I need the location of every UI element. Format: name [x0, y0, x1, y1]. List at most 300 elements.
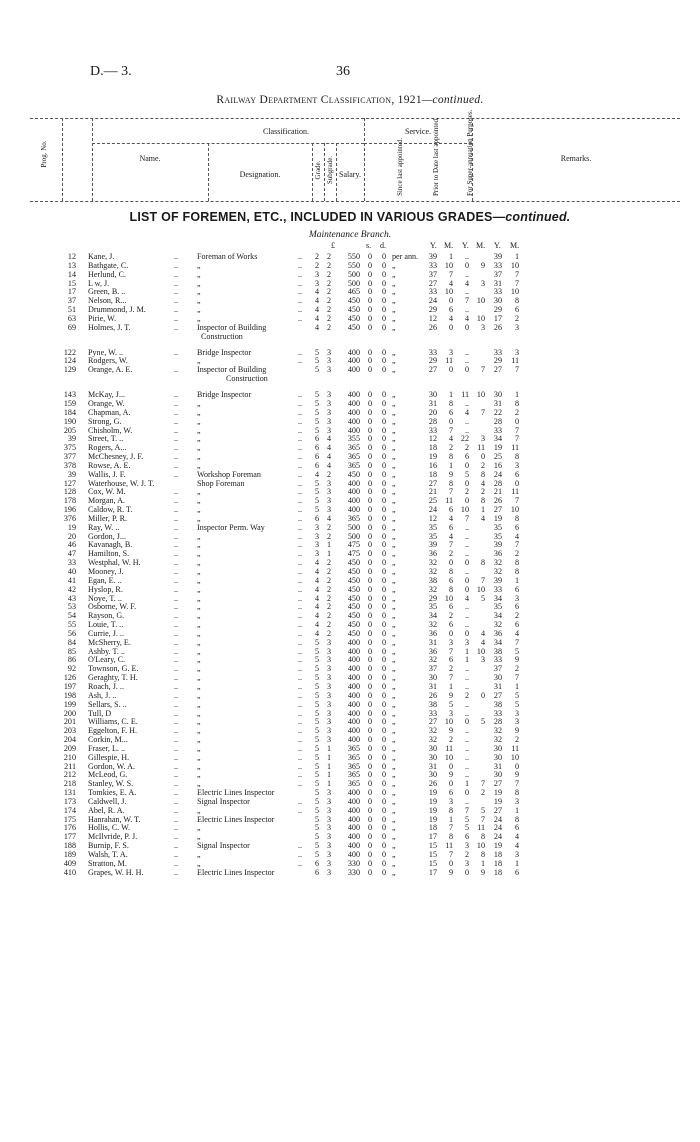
cell-prior-months: 11 [477, 443, 485, 453]
cell-subgrade: 3 [326, 487, 332, 497]
cell-salary-pounds: 365 [347, 752, 360, 762]
cell-name: Rodgers, W. [88, 356, 128, 366]
cell-since-last-years: 36 [428, 549, 437, 559]
cell-superannuation-months: 8 [514, 788, 519, 798]
cell-salary-shillings: 0 [367, 673, 373, 683]
cell-designation: „ [197, 584, 201, 594]
cell-superannuation-years: 17 [493, 313, 502, 323]
cell-prog-no: 54 [67, 611, 76, 621]
cell-superannuation-years: 39 [493, 540, 502, 550]
cell-salary-pounds: 550 [347, 252, 360, 261]
cell-per-annum: „ [392, 296, 396, 306]
cell-prior-months: 0 [480, 452, 485, 462]
cell-since-last-months: 11 [445, 841, 453, 851]
cell-superannuation-months: 6 [514, 305, 519, 315]
header-since-last: Since last appointed. [396, 137, 404, 196]
cell-since-last-months: 8 [448, 832, 453, 842]
cell-prior-months: 5 [480, 717, 485, 727]
cell-per-annum: „ [392, 673, 396, 683]
header-rule-bottom [30, 201, 680, 202]
cell-since-last-months: 7 [448, 269, 453, 279]
cell-designation: „ [197, 296, 201, 306]
cell-per-annum: „ [392, 752, 396, 762]
cell-salary-pence: 0 [381, 269, 387, 279]
cell-salary-pounds: 400 [347, 708, 360, 718]
table-row [0, 841, 700, 850]
cell-name: Abel, R. A. [88, 805, 125, 815]
cell-prior-years: 0 [464, 575, 469, 585]
cell-leader: .. [174, 823, 179, 833]
cell-subgrade: 3 [326, 690, 332, 700]
cell-prior-years: 2 [464, 443, 469, 453]
table-row [0, 549, 700, 558]
cell-superannuation-months: 6 [514, 620, 519, 630]
cell-prior-years: 11 [461, 390, 469, 400]
cell-subgrade: 2 [326, 558, 332, 568]
cell-subgrade: 3 [326, 356, 332, 366]
cell-since-last-months: 6 [448, 620, 453, 630]
cell-since-last-years: 15 [428, 841, 437, 851]
cell-leader: .. [298, 575, 303, 585]
cell-since-last-months: 0 [448, 416, 453, 426]
cell-superannuation-months: 8 [514, 513, 519, 523]
cell-designation: „ [197, 269, 201, 279]
cell-salary-pounds: 450 [347, 322, 360, 332]
cell-salary-pence: 0 [381, 365, 387, 375]
cell-superannuation-years: 36 [493, 628, 502, 638]
table-row [0, 399, 700, 408]
cell-designation: Bridge Inspector [197, 390, 252, 400]
cell-leader: .. [174, 513, 179, 523]
cell-name: Herlund, C. [88, 269, 126, 279]
cell-grade: 5 [314, 496, 320, 506]
cell-prog-no: 378 [63, 460, 76, 470]
cell-superannuation-months: 7 [514, 779, 519, 789]
table-row [0, 567, 700, 576]
cell-salary-pounds: 400 [347, 788, 360, 798]
cell-name: Stanley, W. S. [88, 779, 134, 789]
section-title [0, 210, 700, 224]
cell-grade: 5 [314, 717, 320, 727]
cell-subgrade: 3 [326, 664, 332, 674]
cell-since-last-years: 36 [428, 646, 437, 656]
cell-salary-pence: 0 [381, 637, 387, 647]
cell-subgrade: 3 [326, 681, 332, 691]
cell-superannuation-months: 6 [514, 469, 519, 479]
cell-salary-pounds: 500 [347, 531, 360, 541]
cell-superannuation-years: 19 [493, 788, 502, 798]
cell-leader: .. [298, 593, 303, 603]
cell-prior-months: 10 [476, 296, 485, 306]
cell-salary-pence: 0 [381, 628, 387, 638]
cell-subgrade: 3 [326, 655, 332, 665]
cell-since-last-months: 0 [448, 558, 453, 568]
cell-salary-shillings: 0 [367, 478, 373, 488]
cell-per-annum: „ [392, 365, 396, 375]
cell-prog-no: 203 [63, 726, 76, 736]
header-divider [324, 143, 325, 201]
cell-per-annum: „ [392, 850, 396, 859]
unit-months: M. [476, 241, 486, 250]
table-row [0, 753, 700, 762]
cell-grade: 6 [314, 858, 320, 868]
cell-prior-months: 10 [476, 313, 485, 323]
cell-leader: .. [298, 779, 303, 789]
cell-prior-months: 7 [480, 407, 485, 417]
cell-since-last-years: 12 [428, 434, 437, 444]
cell-salary-shillings: 0 [367, 637, 373, 647]
cell-since-last-months: 0 [448, 322, 453, 332]
cell-leader: .. [298, 347, 303, 357]
cell-since-last-months: 8 [448, 567, 453, 576]
cell-salary-pounds: 400 [347, 699, 360, 709]
table-row [0, 252, 700, 261]
cell-prior-years: .. [464, 699, 469, 709]
cell-salary-pounds: 400 [347, 356, 360, 366]
cell-prog-no: 20 [67, 531, 76, 541]
cell-leader: .. [174, 796, 179, 806]
table-row [0, 558, 700, 567]
cell-superannuation-years: 24 [493, 823, 502, 833]
cell-subgrade: 3 [326, 708, 332, 718]
table-row [0, 514, 700, 523]
cell-salary-shillings: 0 [367, 322, 373, 332]
cell-superannuation-months: 10 [510, 505, 519, 515]
cell-since-last-months: 1 [448, 681, 453, 691]
cell-superannuation-months: 6 [514, 602, 519, 612]
cell-salary-pence: 0 [381, 717, 387, 727]
cell-since-last-months: 6 [448, 575, 453, 585]
cell-salary-pounds: 400 [347, 805, 360, 815]
cell-designation: „ [197, 593, 201, 603]
cell-per-annum: „ [392, 690, 396, 700]
cell-prior-years: .. [464, 305, 469, 315]
cell-prior-months: 8 [480, 469, 485, 479]
cell-superannuation-months: 6 [514, 522, 519, 532]
cell-name: Rogers, A... [88, 443, 127, 453]
cell-superannuation-years: 19 [493, 796, 502, 806]
cell-prior-months: 4 [480, 478, 485, 488]
cell-leader: .. [174, 287, 179, 297]
cell-salary-pence: 0 [381, 305, 387, 315]
cell-salary-shillings: 0 [367, 726, 373, 736]
cell-since-last-years: 35 [428, 522, 437, 532]
cell-since-last-years: 17 [428, 832, 437, 842]
cell-leader: .. [174, 416, 179, 426]
cell-name: McChesney, J. F. [88, 452, 144, 462]
cell-superannuation-years: 30 [493, 296, 502, 306]
cell-per-annum: „ [392, 260, 396, 270]
cell-salary-shillings: 0 [367, 664, 373, 674]
cell-prog-no: 63 [67, 313, 76, 323]
table-row [0, 744, 700, 753]
cell-leader: .. [298, 487, 303, 497]
cell-salary-pounds: 475 [347, 549, 360, 559]
cell-since-last-months: 6 [448, 505, 453, 515]
cell-name: Street, T. .. [88, 434, 124, 444]
running-title [0, 94, 700, 106]
cell-salary-pence: 0 [381, 558, 387, 568]
cell-prog-no: 53 [67, 602, 76, 612]
cell-since-last-months: 8 [448, 584, 453, 594]
cell-superannuation-months: 10 [510, 752, 519, 762]
cell-leader: .. [298, 681, 303, 691]
cell-prior-years: 6 [464, 452, 469, 462]
cell-salary-shillings: 0 [367, 655, 373, 665]
cell-name: Miller, P. R. [88, 513, 128, 523]
cell-salary-pence: 0 [381, 296, 387, 306]
cell-since-last-months: 11 [445, 496, 453, 506]
cell-prog-no: 209 [63, 743, 76, 753]
cell-since-last-years: 31 [428, 681, 437, 691]
cell-leader: .. [174, 788, 179, 798]
cell-superannuation-years: 34 [493, 611, 502, 621]
cell-prog-no: 410 [63, 867, 76, 877]
cell-grade: 3 [314, 531, 320, 541]
cell-since-last-months: 8 [448, 805, 453, 815]
cell-per-annum: „ [392, 478, 396, 488]
cell-leader: .. [174, 646, 179, 656]
cell-prog-no: 84 [67, 637, 76, 647]
cell-per-annum: „ [392, 602, 396, 612]
cell-subgrade: 3 [326, 796, 332, 806]
cell-superannuation-months: 1 [514, 252, 519, 261]
cell-salary-pence: 0 [381, 469, 387, 479]
cell-leader: .. [298, 425, 303, 435]
table-row [0, 602, 700, 611]
cell-salary-pence: 0 [381, 620, 387, 630]
cell-per-annum: „ [392, 522, 396, 532]
cell-grade: 2 [314, 260, 320, 270]
cell-per-annum: „ [392, 699, 396, 709]
cell-leader: .. [298, 770, 303, 780]
cell-leader: .. [174, 708, 179, 718]
cell-grade: 4 [314, 567, 320, 576]
header-classification: Classification. [263, 127, 309, 136]
cell-name: Gillespie, H. [88, 752, 130, 762]
cell-salary-shillings: 0 [367, 287, 373, 297]
cell-prog-no: 190 [63, 416, 76, 426]
cell-prog-no: 40 [67, 567, 76, 576]
cell-salary-pounds: 450 [347, 620, 360, 630]
cell-superannuation-years: 27 [493, 805, 502, 815]
cell-since-last-months: 11 [445, 743, 453, 753]
cell-since-last-months: 4 [448, 531, 453, 541]
cell-subgrade: 4 [326, 443, 332, 453]
cell-prog-no: 205 [63, 425, 76, 435]
table-row [0, 594, 700, 603]
table-row [0, 585, 700, 594]
cell-leader: .. [174, 296, 179, 306]
cell-since-last-months: 5 [448, 699, 453, 709]
cell-leader: .. [174, 365, 179, 375]
cell-salary-pence: 0 [381, 593, 387, 603]
cell-since-last-years: 32 [428, 655, 437, 665]
cell-salary-pence: 0 [381, 832, 387, 842]
table-row [0, 691, 700, 700]
cell-grade: 5 [314, 398, 320, 408]
cell-since-last-months: 1 [448, 460, 453, 470]
cell-superannuation-months: 11 [511, 443, 519, 453]
cell-subgrade: 2 [326, 522, 332, 532]
cell-leader: .. [298, 673, 303, 683]
cell-since-last-years: 18 [428, 823, 437, 833]
cell-leader: .. [298, 690, 303, 700]
cell-subgrade: 3 [326, 347, 332, 357]
cell-prior-months: 0 [480, 690, 485, 700]
cell-grade: 4 [314, 593, 320, 603]
cell-grade: 5 [314, 646, 320, 656]
cell-salary-pence: 0 [381, 452, 387, 462]
cell-leader: .. [174, 540, 179, 550]
cell-salary-shillings: 0 [367, 531, 373, 541]
cell-salary-pounds: 450 [347, 593, 360, 603]
cell-prior-years: 1 [464, 646, 469, 656]
cell-prior-years: 0 [464, 460, 469, 470]
cell-since-last-months: 0 [448, 858, 453, 868]
cell-designation: „ [197, 278, 201, 288]
cell-salary-pounds: 400 [347, 390, 360, 400]
cell-designation: „ [197, 549, 201, 559]
cell-salary-pence: 0 [381, 770, 387, 780]
cell-salary-pounds: 400 [347, 850, 360, 859]
cell-leader: .. [174, 681, 179, 691]
cell-subgrade: 3 [326, 365, 332, 375]
cell-salary-pounds: 365 [347, 743, 360, 753]
cell-prog-no: 19 [67, 522, 76, 532]
cell-since-last-years: 21 [428, 487, 437, 497]
cell-salary-shillings: 0 [367, 365, 373, 375]
cell-name: Nelson, R... [88, 296, 127, 306]
table-row [0, 832, 700, 841]
cell-superannuation-years: 34 [493, 434, 502, 444]
cell-leader: .. [174, 567, 179, 576]
table-row [0, 305, 700, 314]
cell-grade: 4 [314, 628, 320, 638]
cell-superannuation-years: 29 [493, 305, 502, 315]
cell-leader: .. [298, 398, 303, 408]
cell-leader: .. [298, 305, 303, 315]
cell-salary-pence: 0 [381, 664, 387, 674]
cell-salary-pounds: 400 [347, 726, 360, 736]
cell-designation: „ [197, 850, 201, 859]
cell-designation: Electric Lines Inspector [197, 788, 275, 798]
cell-leader: .. [298, 558, 303, 568]
cell-per-annum: „ [392, 620, 396, 630]
cell-prog-no: 211 [64, 761, 76, 771]
cell-name: Orange, A. E. [88, 365, 133, 375]
unit-months: M. [510, 241, 520, 250]
cell-leader: .. [298, 805, 303, 815]
cell-grade: 6 [314, 867, 320, 877]
cell-superannuation-months: 11 [511, 743, 519, 753]
cell-designation: Foreman of Works [197, 252, 258, 261]
unit-years: Y. [494, 241, 501, 250]
cell-salary-pence: 0 [381, 347, 387, 357]
cell-salary-shillings: 0 [367, 788, 373, 798]
header-subgrade: Subgrade. [326, 155, 334, 185]
cell-prior-months: 5 [480, 805, 485, 815]
cell-per-annum: „ [392, 278, 396, 288]
cell-per-annum: „ [392, 637, 396, 647]
cell-name: Bathgate, C. [88, 260, 129, 270]
cell-grade: 5 [314, 347, 320, 357]
cell-subgrade: 1 [326, 752, 332, 762]
cell-prior-months: 3 [480, 434, 485, 444]
table-row [0, 717, 700, 726]
cell-grade: 5 [314, 505, 320, 515]
cell-leader: .. [174, 575, 179, 585]
cell-grade: 5 [314, 425, 320, 435]
cell-per-annum: „ [392, 540, 396, 550]
cell-leader: .. [174, 620, 179, 630]
cell-leader: .. [298, 478, 303, 488]
cell-per-annum: „ [392, 398, 396, 408]
cell-prior-years: .. [464, 602, 469, 612]
cell-leader: .. [298, 841, 303, 851]
table-row [0, 806, 700, 815]
cell-salary-shillings: 0 [367, 505, 373, 515]
cell-superannuation-months: 8 [514, 452, 519, 462]
cell-subgrade: 3 [326, 496, 332, 506]
cell-superannuation-years: 31 [493, 761, 502, 771]
cell-leader: .. [298, 287, 303, 297]
cell-since-last-months: 7 [448, 540, 453, 550]
cell-grade: 5 [314, 356, 320, 366]
cell-salary-shillings: 0 [367, 407, 373, 417]
cell-per-annum: „ [392, 531, 396, 541]
cell-designation: „ [197, 452, 201, 462]
cell-leader: .. [174, 805, 179, 815]
cell-grade: 5 [314, 832, 320, 842]
cell-superannuation-years: 31 [493, 398, 502, 408]
cell-prior-months: 7 [480, 365, 485, 375]
cell-prior-years: 0 [464, 788, 469, 798]
cell-subgrade: 2 [326, 287, 332, 297]
cell-leader: .. [298, 637, 303, 647]
cell-prior-years: 0 [464, 322, 469, 332]
cell-name: Rayson, G. [88, 611, 125, 621]
cell-superannuation-months: 7 [514, 434, 519, 444]
cell-since-last-months: 6 [448, 655, 453, 665]
cell-per-annum: „ [392, 796, 396, 806]
cell-prior-months: 7 [480, 779, 485, 789]
cell-since-last-months: 6 [448, 522, 453, 532]
cell-leader: .. [174, 252, 179, 261]
cell-since-last-months: 7 [448, 487, 453, 497]
cell-name: Fraser, L. .. [88, 743, 125, 753]
cell-grade: 5 [314, 478, 320, 488]
table-row [0, 348, 700, 357]
cell-since-last-years: 31 [428, 637, 437, 647]
cell-since-last-years: 30 [428, 673, 437, 683]
cell-superannuation-years: 30 [493, 752, 502, 762]
cell-salary-pounds: 365 [347, 460, 360, 470]
cell-grade: 5 [314, 637, 320, 647]
cell-salary-shillings: 0 [367, 628, 373, 638]
cell-leader: .. [174, 814, 179, 824]
cell-designation: „ [197, 699, 201, 709]
cell-subgrade: 3 [326, 841, 332, 851]
cell-since-last-years: 19 [428, 788, 437, 798]
cell-salary-shillings: 0 [367, 681, 373, 691]
cell-salary-pounds: 450 [347, 611, 360, 621]
cell-per-annum: „ [392, 611, 396, 621]
cell-since-last-months: 10 [444, 717, 453, 727]
cell-salary-pence: 0 [381, 287, 387, 297]
cell-superannuation-months: 5 [514, 690, 519, 700]
cell-superannuation-years: 26 [493, 496, 502, 506]
